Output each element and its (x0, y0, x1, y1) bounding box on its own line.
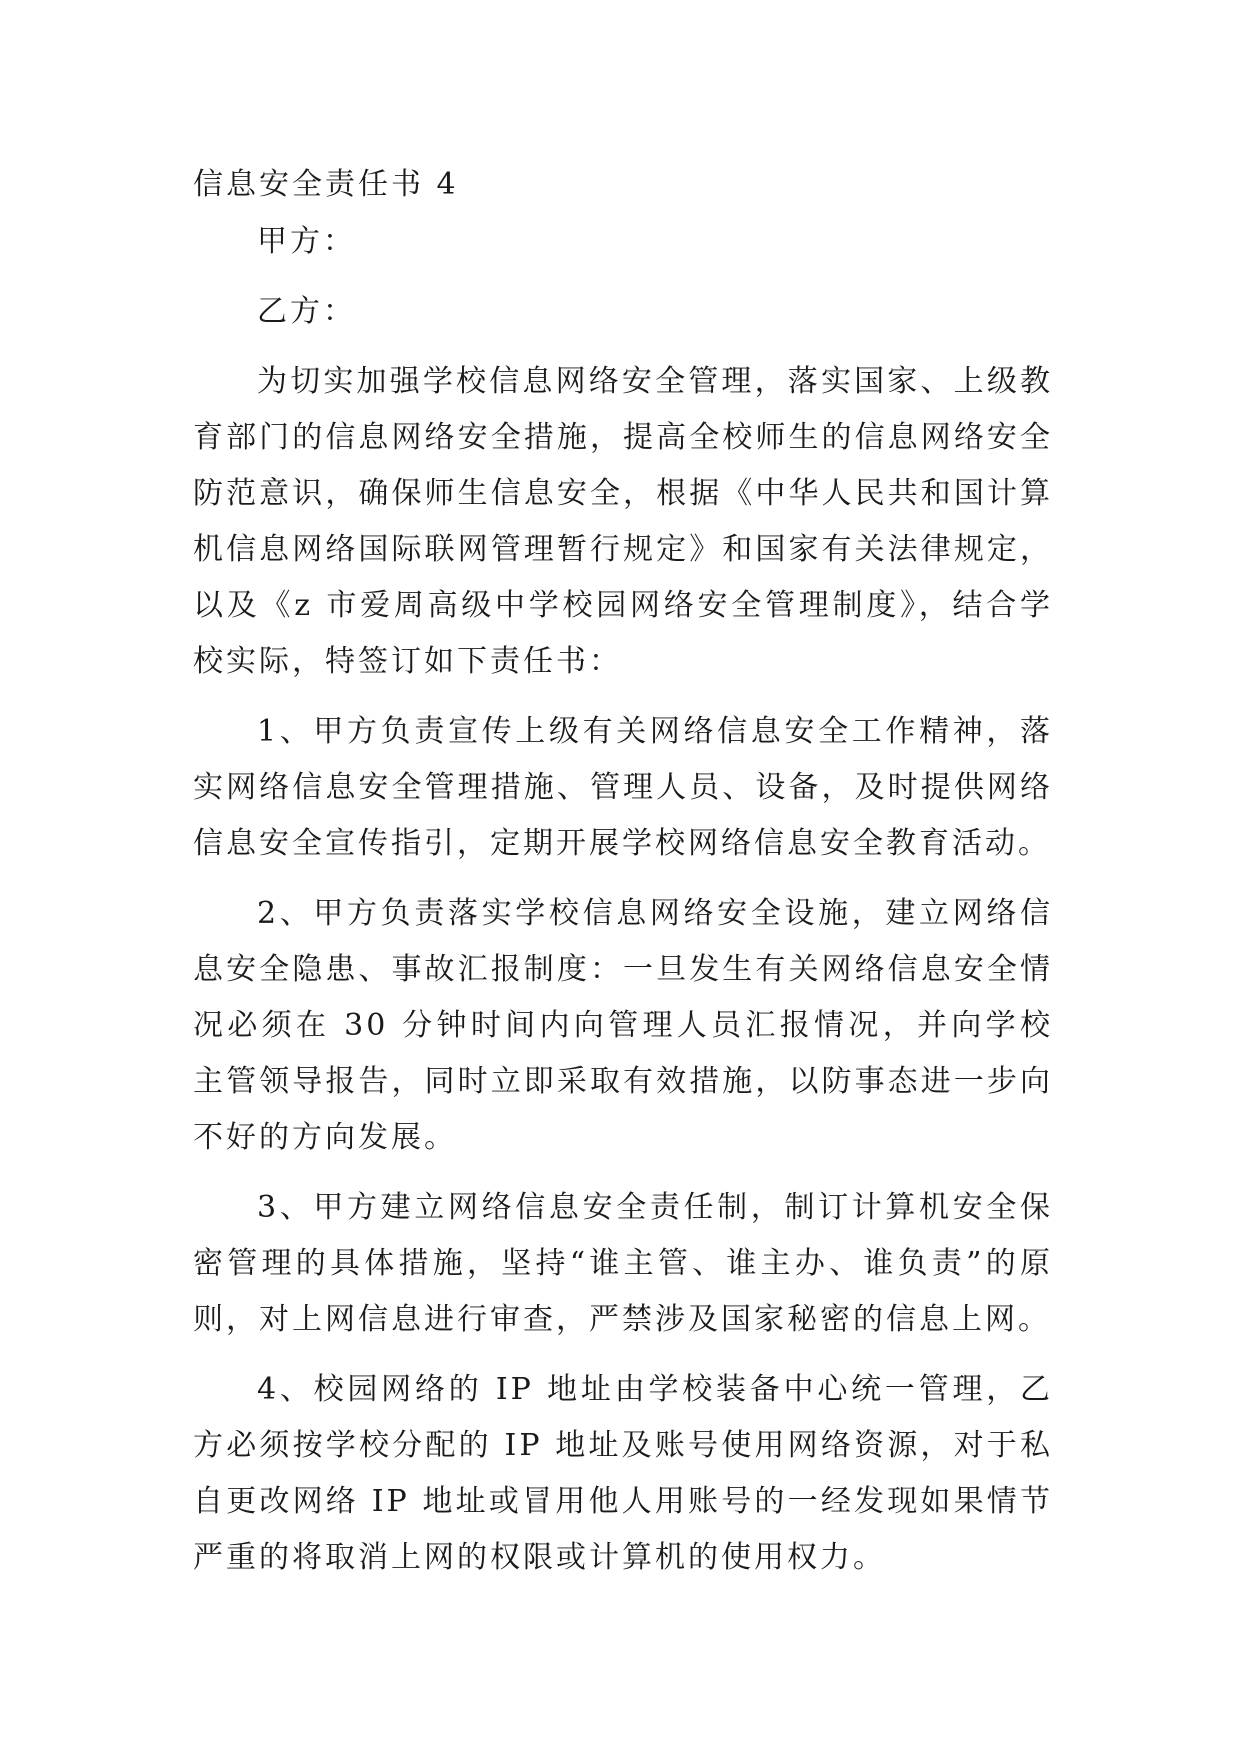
clause-1: 1、甲方负责宣传上级有关网络信息安全工作精神，落实网络信息安全管理措施、管理人员、设备，及时提供网络信息安全宣传指引，定期开展学校网络信息安全教育活动。 (193, 714, 1053, 861)
clause-2: 2、甲方负责落实学校信息网络安全设施，建立网络信息安全隐患、事故汇报制度：一旦发生有关网络信息安全情况必须在 30 分钟时间内向管理人员汇报情况，并向学校主管领导报告，同时立即采取有效措施，以防事态进一步向不好的方向发展。 (193, 896, 1053, 1155)
document-page (193, 158, 1053, 1586)
party-a-label: 甲方： (257, 224, 356, 259)
party-b-label: 乙方： (257, 294, 356, 329)
document-title: 信息安全责任书 4 (193, 167, 459, 202)
clause-3: 3、甲方建立网络信息安全责任制，制订计算机安全保密管理的具体措施，坚持“谁主管、谁主办、谁负责”的原则，对上网信息进行审查，严禁涉及国家秘密的信息上网。 (193, 1190, 1053, 1337)
intro-paragraph: 为切实加强学校信息网络安全管理，落实国家、上级教育部门的信息网络安全措施，提高全校师生的信息网络安全防范意识，确保师生信息安全，根据《中华人民共和国计算机信息网络国际联网管理暂行规定》和国家有关法律规定，以及《z 市爱周高级中学校园网络安全管理制度》，结合学校实际，特签订如下责任书： (193, 364, 1053, 679)
clause-4: 4、校园网络的 IP 地址由学校装备中心统一管理，乙方必须按学校分配的 IP 地址及账号使用网络资源，对于私自更改网络 IP 地址或冒用他人用账号的一经发现如果情节严重的将取消上网的权限或计算机的使用权力。 (193, 1372, 1053, 1575)
